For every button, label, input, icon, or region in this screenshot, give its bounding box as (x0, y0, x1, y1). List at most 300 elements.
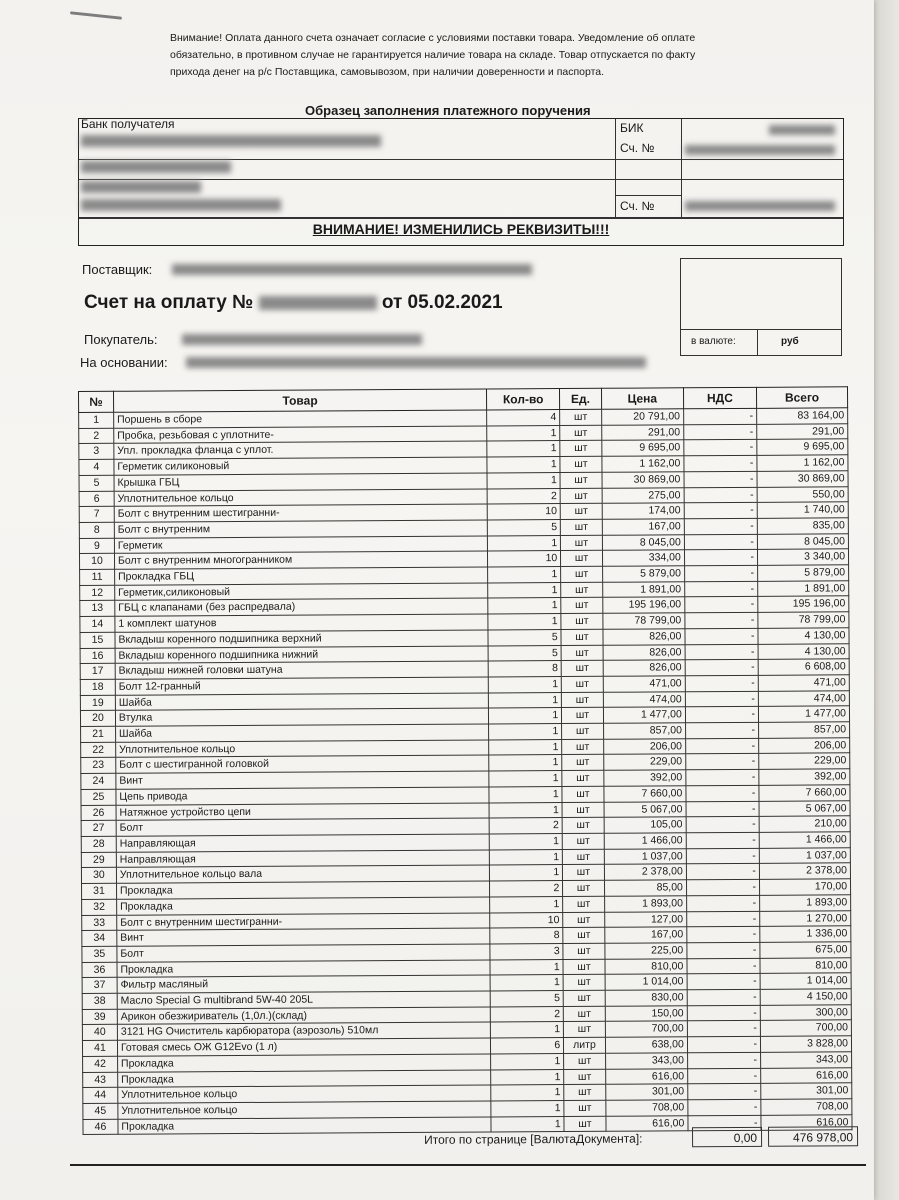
cell-total: 474,00 (758, 690, 849, 706)
bank-requisites-box (78, 118, 844, 246)
cell-name: Болт 12-гранный (115, 677, 488, 695)
cell-price: 616,00 (606, 1115, 688, 1131)
cell-name: Винт (117, 928, 490, 946)
staple-icon (70, 11, 122, 19)
requisites-divider (615, 119, 616, 217)
cell-name: Болт с шестигранной головкой (116, 755, 489, 773)
cell-total: 1 162,00 (757, 455, 848, 471)
cell-total: 5 879,00 (758, 565, 849, 581)
cell-qty: 10 (487, 504, 560, 520)
cell-name: 1 комплект шатунов (115, 614, 488, 632)
cell-vat: - (686, 817, 759, 833)
cell-name: ГБЦ с клапанами (без распредвала) (115, 598, 488, 616)
cell-unit: шт (562, 692, 604, 708)
cell-vat: - (686, 879, 759, 895)
cell-name: Уплотнительное кольцо (118, 1085, 491, 1103)
cell-price: 167,00 (602, 519, 684, 535)
cell-vat: - (684, 440, 757, 456)
cell-unit: шт (560, 504, 602, 520)
cell-qty: 1 (487, 535, 560, 551)
cell-no: 41 (82, 1040, 117, 1056)
cell-unit: шт (563, 990, 605, 1006)
cell-unit: шт (560, 441, 602, 457)
cell-qty: 1 (491, 1069, 564, 1085)
cell-name: Болт (117, 944, 490, 962)
items-table-body (79, 408, 852, 1135)
cell-total: 1 270,00 (760, 910, 851, 926)
cell-no: 13 (80, 601, 115, 617)
redacted-supplier (172, 264, 532, 275)
cell-qty: 1 (487, 425, 560, 441)
cell-name: Винт (116, 771, 489, 789)
cell-no: 30 (81, 868, 116, 884)
cell-qty: 1 (487, 441, 560, 457)
cell-qty: 1 (490, 896, 563, 912)
cell-name: Болт с внутренним (114, 520, 487, 538)
cell-vat: - (684, 471, 757, 487)
cell-price: 826,00 (603, 629, 685, 645)
cell-vat: - (688, 1115, 761, 1131)
cell-no: 2 (79, 428, 114, 444)
cell-price: 1 477,00 (603, 707, 685, 723)
bik-label: БИК (620, 121, 644, 135)
cell-price: 8 045,00 (602, 534, 684, 550)
requisites-divider (79, 179, 615, 180)
cell-price: 150,00 (605, 1006, 687, 1022)
cell-unit: шт (563, 880, 605, 896)
cell-vat: - (684, 424, 757, 440)
cell-vat: - (685, 644, 758, 660)
cell-vat: - (686, 801, 759, 817)
cell-price: 174,00 (602, 503, 684, 519)
cell-unit: шт (564, 1116, 606, 1132)
cell-unit: литр (564, 1037, 606, 1053)
cell-name: Натяжное устройство цепи (116, 803, 489, 821)
cell-qty: 10 (490, 912, 563, 928)
cell-no: 23 (81, 758, 116, 774)
cell-vat: - (685, 738, 758, 754)
cell-name: Болт с внутренним шестигранни- (117, 912, 490, 930)
cell-no: 5 (79, 475, 114, 491)
cell-total: 3 828,00 (760, 1036, 851, 1052)
cell-total: 229,00 (759, 753, 850, 769)
cell-total: 9 695,00 (757, 439, 848, 455)
account-label: Сч. № (620, 141, 655, 155)
cell-total: 6 608,00 (758, 659, 849, 675)
cell-total: 471,00 (758, 675, 849, 691)
cell-name: Вкладыш коренного подшипника верхний (115, 630, 488, 648)
cell-no: 1 (79, 412, 114, 428)
cell-no: 44 (83, 1088, 118, 1104)
requisites-divider (615, 179, 843, 180)
cell-total: 301,00 (761, 1083, 852, 1099)
cell-name: Шайба (115, 693, 488, 711)
cell-unit: шт (563, 943, 605, 959)
cell-price: 708,00 (606, 1100, 688, 1116)
cell-price: 471,00 (603, 676, 685, 692)
cell-name: Цепь привода (116, 787, 489, 805)
cell-unit: шт (564, 1053, 606, 1069)
cell-no: 15 (80, 632, 115, 648)
cell-no: 43 (83, 1072, 118, 1088)
cell-total: 392,00 (759, 769, 850, 785)
cell-no: 12 (80, 585, 115, 601)
cell-price: 301,00 (605, 1084, 687, 1100)
cell-unit: шт (561, 598, 603, 614)
cell-no: 36 (82, 962, 117, 978)
cell-unit: шт (560, 472, 602, 488)
cell-vat: - (686, 895, 759, 911)
cell-name: Втулка (115, 708, 488, 726)
cell-qty: 5 (488, 629, 561, 645)
cell-unit: шт (561, 519, 603, 535)
cell-qty: 2 (490, 881, 563, 897)
cell-unit: шт (562, 786, 604, 802)
cell-name: Шайба (115, 724, 488, 742)
header-no: № (79, 391, 114, 412)
account-label-2: Сч. № (620, 199, 655, 213)
cell-price: 9 695,00 (602, 440, 684, 456)
cell-unit: шт (562, 723, 604, 739)
cell-qty: 1 (490, 959, 563, 975)
payment-notice (170, 30, 760, 81)
cell-qty: 4 (487, 410, 560, 426)
cell-price: 343,00 (605, 1053, 687, 1069)
cell-total: 616,00 (761, 1114, 852, 1130)
cell-vat: - (687, 958, 760, 974)
cell-name: Прокладка (118, 1070, 491, 1088)
cell-qty: 1 (489, 849, 562, 865)
cell-unit: шт (561, 645, 603, 661)
cell-price: 826,00 (603, 644, 685, 660)
cell-total: 300,00 (760, 1005, 851, 1021)
cell-total: 8 045,00 (757, 533, 848, 549)
cell-no: 19 (80, 695, 115, 711)
cell-price: 830,00 (605, 990, 687, 1006)
cell-vat: - (685, 675, 758, 691)
cell-price: 85,00 (604, 880, 686, 896)
cell-no: 28 (81, 836, 116, 852)
cell-vat: - (687, 974, 760, 990)
cell-price: 826,00 (603, 660, 685, 676)
cell-name: Болт (116, 818, 489, 836)
cell-qty: 1 (489, 755, 562, 771)
cell-vat: - (686, 770, 759, 786)
cell-qty: 1 (488, 582, 561, 598)
cell-unit: шт (563, 1006, 605, 1022)
notice-line-2: обязательно, в противном случае не гарантируется наличие товара на складе. Товар отпускается по факту (170, 49, 696, 61)
cell-no: 18 (80, 679, 115, 695)
cell-name: Направляющая (116, 834, 489, 852)
cell-total: 1 740,00 (757, 502, 848, 518)
redacted-inn (81, 161, 231, 173)
cell-unit: шт (560, 409, 602, 425)
cell-total: 1 336,00 (760, 926, 851, 942)
cell-no: 11 (80, 569, 115, 585)
cell-total: 4 130,00 (758, 643, 849, 659)
cell-price: 206,00 (603, 739, 685, 755)
cell-price: 5 879,00 (602, 566, 684, 582)
cell-price: 1 014,00 (605, 974, 687, 990)
redacted-account (685, 201, 835, 211)
cell-price: 291,00 (601, 425, 683, 441)
cell-no: 9 (79, 538, 114, 554)
items-table (78, 386, 853, 1135)
cell-unit: шт (561, 582, 603, 598)
cell-qty: 1 (489, 802, 562, 818)
requisites-changed-warning: ВНИМАНИЕ! ИЗМЕНИЛИСЬ РЕКВИЗИТЫ!!! (312, 221, 610, 237)
cell-unit: шт (563, 927, 605, 943)
requisites-divider (681, 119, 682, 217)
cell-vat: - (687, 927, 760, 943)
cell-total: 78 799,00 (758, 612, 849, 628)
cell-no: 4 (79, 459, 114, 475)
cell-unit: шт (563, 912, 605, 928)
currency-value: руб (781, 336, 799, 347)
invoice-title (84, 292, 503, 314)
cell-unit: шт (561, 566, 603, 582)
cell-no: 10 (79, 554, 114, 570)
cell-vat: - (685, 722, 758, 738)
cell-vat: - (685, 691, 758, 707)
requisites-divider (79, 217, 843, 219)
cell-name: 3121 HG Очиститель карбюратора (аэрозоль) 510мл (117, 1022, 490, 1040)
cell-qty: 1 (491, 1100, 564, 1116)
cell-qty: 1 (489, 865, 562, 881)
cell-vat: - (687, 1005, 760, 1021)
cell-qty: 1 (487, 472, 560, 488)
currency-separator (757, 330, 758, 356)
cell-no: 33 (82, 915, 117, 931)
cell-vat: - (684, 487, 757, 503)
cell-total: 675,00 (760, 942, 851, 958)
cell-price: 2 378,00 (604, 864, 686, 880)
cell-name: Болт с внутренним шестигранни- (114, 504, 487, 522)
cell-name: Герметик (114, 536, 487, 554)
currency-row (681, 329, 841, 356)
cell-no: 22 (81, 742, 116, 758)
redacted-bik (769, 125, 835, 135)
cell-unit: шт (563, 865, 605, 881)
cell-qty: 1 (490, 1022, 563, 1038)
cell-price: 334,00 (602, 550, 684, 566)
cell-qty: 1 (489, 786, 562, 802)
cell-qty: 8 (490, 928, 563, 944)
cell-price: 275,00 (602, 487, 684, 503)
cell-price: 127,00 (604, 911, 686, 927)
cell-no: 25 (81, 789, 116, 805)
header-qty: Кол-во (487, 389, 560, 410)
cell-unit: шт (563, 896, 605, 912)
cell-no: 45 (83, 1103, 118, 1119)
cell-name: Вкладыш коренного подшипника нижний (115, 646, 488, 664)
cell-vat: - (687, 1036, 760, 1052)
redacted-bank-name (81, 135, 381, 147)
cell-name: Прокладка (117, 897, 490, 915)
cell-vat: - (684, 550, 757, 566)
cell-qty: 2 (489, 818, 562, 834)
cell-vat: - (684, 518, 757, 534)
cell-total: 5 067,00 (759, 800, 850, 816)
header-price: Цена (601, 388, 683, 410)
cell-name: Герметик силиконовый (114, 457, 487, 475)
cell-name: Уплотнительное кольцо (116, 740, 489, 758)
redacted-invoice-number (259, 296, 377, 310)
cell-qty: 1 (488, 614, 561, 630)
totals-vat: 0,00 (692, 1127, 762, 1147)
cell-total: 343,00 (760, 1052, 851, 1068)
cell-unit: шт (562, 755, 604, 771)
cell-total: 616,00 (761, 1067, 852, 1083)
cell-qty: 10 (488, 551, 561, 567)
cell-qty: 1 (491, 1116, 564, 1132)
cell-name: Уплотнительное кольцо вала (116, 865, 489, 883)
cell-name: Прокладка (116, 881, 489, 899)
totals-sum: 476 978,00 (768, 1126, 858, 1147)
cell-name: Фильтр масляный (117, 975, 490, 993)
cell-vat: - (686, 832, 759, 848)
cell-qty: 2 (490, 1006, 563, 1022)
requisites-divider (79, 159, 679, 160)
cell-qty: 1 (490, 975, 563, 991)
cell-qty: 1 (491, 1053, 564, 1069)
cell-vat: - (685, 581, 758, 597)
cell-price: 700,00 (605, 1021, 687, 1037)
cell-unit: шт (560, 456, 602, 472)
cell-unit: шт (561, 676, 603, 692)
currency-label: в валюте: (691, 336, 736, 347)
cell-name: Вкладыш нижней головки шатуна (115, 661, 488, 679)
cell-no: 27 (81, 821, 116, 837)
cell-price: 616,00 (605, 1068, 687, 1084)
cell-price: 30 869,00 (602, 472, 684, 488)
cell-vat: - (687, 1021, 760, 1037)
cell-price: 474,00 (603, 691, 685, 707)
cell-vat: - (686, 785, 759, 801)
cell-no: 7 (79, 507, 114, 523)
cell-no: 20 (80, 711, 115, 727)
cell-vat: - (685, 628, 758, 644)
cell-total: 170,00 (759, 879, 850, 895)
cell-qty: 1 (491, 1085, 564, 1101)
cell-price: 638,00 (605, 1037, 687, 1053)
cell-name: Готовая смесь ОЖ G12Evo (1 л) (117, 1038, 490, 1056)
cell-unit: шт (562, 770, 604, 786)
cell-unit: шт (564, 1069, 606, 1085)
cell-price: 20 791,00 (601, 409, 683, 425)
header-total: Всего (756, 387, 847, 409)
cell-name: Герметик,силиконовый (115, 583, 488, 601)
cell-no: 46 (83, 1119, 118, 1135)
cell-total: 1 477,00 (758, 706, 849, 722)
cell-vat: - (686, 754, 759, 770)
cell-qty: 1 (489, 771, 562, 787)
cell-vat: - (687, 1052, 760, 1068)
cell-price: 167,00 (604, 927, 686, 943)
cell-price: 1 162,00 (602, 456, 684, 472)
cell-qty: 1 (488, 692, 561, 708)
cell-qty: 1 (489, 739, 562, 755)
cell-unit: шт (562, 708, 604, 724)
header-name: Товар (113, 389, 486, 412)
cell-unit: шт (563, 959, 605, 975)
cell-no: 37 (82, 978, 117, 994)
cell-total: 291,00 (757, 424, 848, 440)
totals-row (78, 1126, 868, 1153)
invoice-title-prefix: Счет на оплату № (84, 292, 254, 313)
cell-no: 29 (81, 852, 116, 868)
cell-total: 2 378,00 (759, 863, 850, 879)
cell-price: 392,00 (604, 770, 686, 786)
cell-qty: 8 (488, 661, 561, 677)
cell-no: 24 (81, 773, 116, 789)
cell-no: 14 (80, 616, 115, 632)
cell-name: Уплотнительное кольцо (118, 1101, 491, 1119)
cell-vat: - (686, 864, 759, 880)
cell-no: 3 (79, 444, 114, 460)
cell-vat: - (685, 597, 758, 613)
cell-no: 17 (80, 664, 115, 680)
cell-total: 810,00 (760, 957, 851, 973)
notice-line-1: Внимание! Оплата данного счета означает согласие с условиями поставки товара. Уведомление об оплате (170, 32, 696, 44)
cell-unit: шт (564, 1022, 606, 1038)
cell-no: 16 (80, 648, 115, 664)
cell-total: 700,00 (760, 1020, 851, 1036)
cell-total: 1 037,00 (759, 847, 850, 863)
redacted-recipient (81, 181, 201, 193)
cell-unit: шт (562, 739, 604, 755)
cell-price: 78 799,00 (603, 613, 685, 629)
cell-name: Болт с внутренним многогранником (114, 551, 487, 569)
redacted-recipient-name (81, 199, 281, 211)
cell-vat: - (685, 707, 758, 723)
cell-vat: - (688, 1084, 761, 1100)
cell-qty: 1 (488, 677, 561, 693)
cell-total: 3 340,00 (757, 549, 848, 565)
recipient-bank-label: Банк получателя (81, 117, 175, 131)
totals-label: Итого по странице [ВалютаДокумента]: (424, 1131, 643, 1147)
cell-vat: - (684, 534, 757, 550)
cell-price: 7 660,00 (604, 786, 686, 802)
buyer-label: Покупатель: (84, 332, 158, 347)
cell-total: 1 014,00 (760, 973, 851, 989)
notice-line-3: прихода денег на р/с Поставщика, самовывозом, при наличии доверенности и паспорта. (170, 66, 605, 78)
cell-unit: шт (563, 975, 605, 991)
cell-total: 206,00 (759, 738, 850, 754)
cell-name: Масло Special G multibrand 5W-40 205L (117, 991, 490, 1009)
redacted-buyer (182, 334, 422, 345)
cell-qty: 5 (487, 519, 560, 535)
cell-unit: шт (563, 849, 605, 865)
cell-vat: - (683, 408, 756, 424)
cell-name: Прокладка (117, 1054, 490, 1072)
cell-vat: - (684, 565, 757, 581)
cell-qty: 1 (488, 598, 561, 614)
cell-vat: - (684, 503, 757, 519)
cell-total: 4 130,00 (758, 628, 849, 644)
supplier-label: Поставщик: (82, 262, 153, 277)
cell-unit: шт (562, 802, 604, 818)
cell-total: 210,00 (759, 816, 850, 832)
header-unit: Ед. (560, 388, 602, 409)
cell-total: 83 164,00 (757, 408, 848, 424)
cell-price: 195 196,00 (602, 597, 684, 613)
bottom-border (70, 1164, 866, 1166)
cell-price: 1 893,00 (604, 896, 686, 912)
currency-box (680, 258, 842, 356)
cell-total: 30 869,00 (757, 471, 848, 487)
cell-total: 7 660,00 (759, 785, 850, 801)
